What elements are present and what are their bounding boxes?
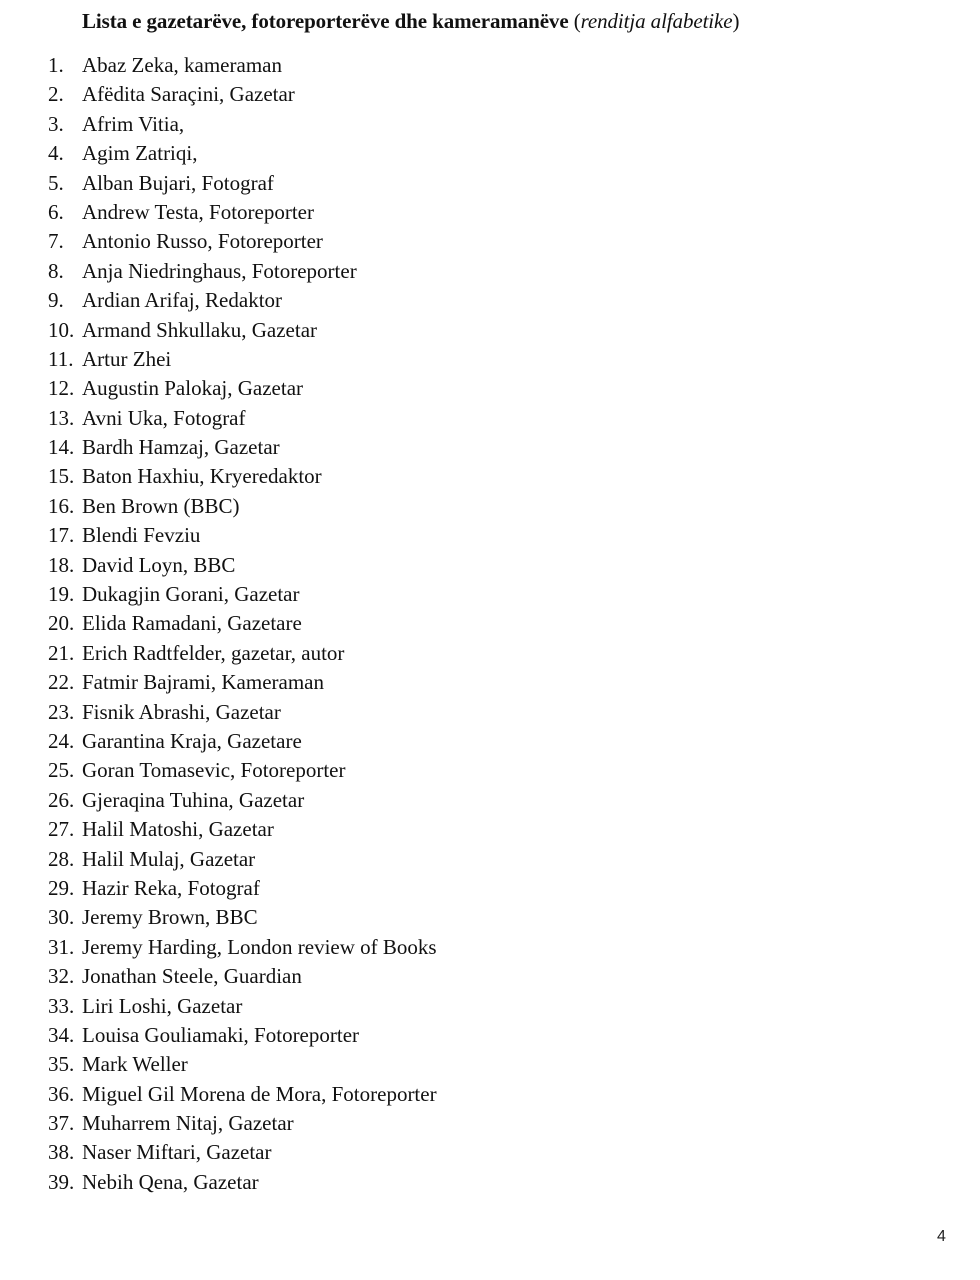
list-item-number: 3. bbox=[48, 111, 64, 136]
list-item-number: 30. bbox=[48, 905, 75, 930]
list-item-number: 4. bbox=[48, 141, 64, 166]
list-item-text: Jonathan Steele, Guardian bbox=[82, 964, 302, 989]
list-item-text: Avni Uka, Fotograf bbox=[82, 405, 246, 430]
list-item-number: 7. bbox=[48, 229, 64, 254]
page-title-subtitle: renditja alfabetike bbox=[580, 9, 733, 33]
list-item-number: 33. bbox=[48, 993, 75, 1018]
list-item-number: 31. bbox=[48, 934, 75, 959]
list-item-number: 21. bbox=[48, 640, 75, 665]
list-item-text: Afrim Vitia, bbox=[82, 111, 185, 136]
list-item-text: Naser Miftari, Gazetar bbox=[82, 1140, 272, 1165]
list-item-text: Artur Zhei bbox=[82, 346, 172, 371]
list-item-number: 29. bbox=[48, 875, 75, 900]
list-item-text: Anja Niedringhaus, Fotoreporter bbox=[82, 258, 357, 283]
list-item-number: 10. bbox=[48, 317, 75, 342]
list-item-text: Halil Mulaj, Gazetar bbox=[82, 846, 256, 871]
list-item-number: 17. bbox=[48, 523, 75, 548]
list-item-number: 18. bbox=[48, 552, 75, 577]
list-item-text: Ben Brown (BBC) bbox=[82, 493, 240, 518]
list-item-number: 38. bbox=[48, 1140, 75, 1165]
list-item-number: 39. bbox=[48, 1169, 75, 1194]
list-item-number: 27. bbox=[48, 817, 75, 842]
list-item-number: 22. bbox=[48, 670, 75, 695]
list-item-text: Augustin Palokaj, Gazetar bbox=[82, 376, 304, 401]
list-item-text: Alban Bujari, Fotograf bbox=[82, 170, 274, 195]
list-item-text: Elida Ramadani, Gazetare bbox=[82, 611, 302, 636]
list-item-text: Goran Tomasevic, Fotoreporter bbox=[82, 758, 346, 783]
list-item-text: Garantina Kraja, Gazetare bbox=[82, 728, 302, 753]
list-item-number: 6. bbox=[48, 199, 64, 224]
list-item-number: 13. bbox=[48, 405, 75, 430]
list-item-number: 23. bbox=[48, 699, 75, 724]
list-item-text: Dukagjin Gorani, Gazetar bbox=[82, 582, 300, 607]
list-item-text: David Loyn, BBC bbox=[82, 552, 236, 577]
list-item-text: Antonio Russo, Fotoreporter bbox=[82, 229, 323, 254]
list-item-text: Liri Loshi, Gazetar bbox=[82, 993, 243, 1018]
page-title bbox=[82, 6, 739, 36]
list-item-text: Erich Radtfelder, gazetar, autor bbox=[82, 640, 345, 665]
list-item-number: 25. bbox=[48, 758, 75, 783]
page-title-main: Lista e gazetarëve, fotoreporterëve dhe kameramanëve bbox=[82, 9, 569, 33]
list-item-text: Blendi Fevziu bbox=[82, 523, 201, 548]
list-item-text: Fatmir Bajrami, Kameraman bbox=[82, 670, 325, 695]
list-item-number: 1. bbox=[48, 53, 64, 77]
list-item-number: 12. bbox=[48, 376, 75, 401]
list-item-text: Louisa Gouliamaki, Fotoreporter bbox=[82, 1022, 360, 1047]
list-item-number: 36. bbox=[48, 1081, 75, 1106]
list-item-number: 9. bbox=[48, 288, 64, 313]
list-item-text: Gjeraqina Tuhina, Gazetar bbox=[82, 787, 305, 812]
list-item-text: Jeremy Brown, BBC bbox=[82, 905, 258, 930]
list-item-number: 14. bbox=[48, 435, 75, 460]
list-item-text: Armand Shkullaku, Gazetar bbox=[82, 317, 318, 342]
list-item-number: 16. bbox=[48, 493, 75, 518]
list-item-number: 8. bbox=[48, 258, 64, 283]
list-item-text: Ardian Arifaj, Redaktor bbox=[82, 288, 283, 313]
list-item-number: 20. bbox=[48, 611, 75, 636]
list-item-text: Agim Zatriqi, bbox=[82, 141, 198, 166]
list-item-text: Abaz Zeka, kameraman bbox=[82, 53, 282, 77]
list-item-number: 24. bbox=[48, 728, 75, 753]
list-item-number: 37. bbox=[48, 1111, 75, 1136]
list-item-text: Baton Haxhiu, Kryeredaktor bbox=[82, 464, 322, 489]
list-item-text: Andrew Testa, Fotoreporter bbox=[82, 199, 314, 224]
page-title-paren-open: ( bbox=[568, 9, 581, 33]
list-item-text: Nebih Qena, Gazetar bbox=[82, 1169, 259, 1194]
page-number: 4 bbox=[937, 1228, 946, 1245]
list-item-number: 32. bbox=[48, 964, 75, 989]
page-title-paren-close: ) bbox=[732, 9, 740, 33]
list-item-number: 28. bbox=[48, 846, 75, 871]
list-item-number: 26. bbox=[48, 787, 75, 812]
list-item-number: 2. bbox=[48, 82, 64, 107]
list-item-number: 35. bbox=[48, 1052, 75, 1077]
list-item-text: Jeremy Harding, London review of Books bbox=[82, 934, 437, 959]
list-item-number: 15. bbox=[48, 464, 75, 489]
list-item-number: 11. bbox=[48, 346, 74, 371]
list-item-text: Muharrem Nitaj, Gazetar bbox=[82, 1111, 294, 1136]
list-item-text: Mark Weller bbox=[82, 1052, 188, 1077]
list-item-text: Fisnik Abrashi, Gazetar bbox=[82, 699, 281, 724]
list-item-text: Halil Matoshi, Gazetar bbox=[82, 817, 274, 842]
list-item-number: 34. bbox=[48, 1022, 75, 1047]
list-item-text: Hazir Reka, Fotograf bbox=[82, 875, 260, 900]
list-item-number: 19. bbox=[48, 582, 75, 607]
list-item-text: Miguel Gil Morena de Mora, Fotoreporter bbox=[82, 1081, 437, 1106]
list-item-text: Bardh Hamzaj, Gazetar bbox=[82, 435, 280, 460]
list-item-text: Afëdita Saraçini, Gazetar bbox=[82, 82, 295, 107]
list-item-number: 5. bbox=[48, 170, 64, 195]
